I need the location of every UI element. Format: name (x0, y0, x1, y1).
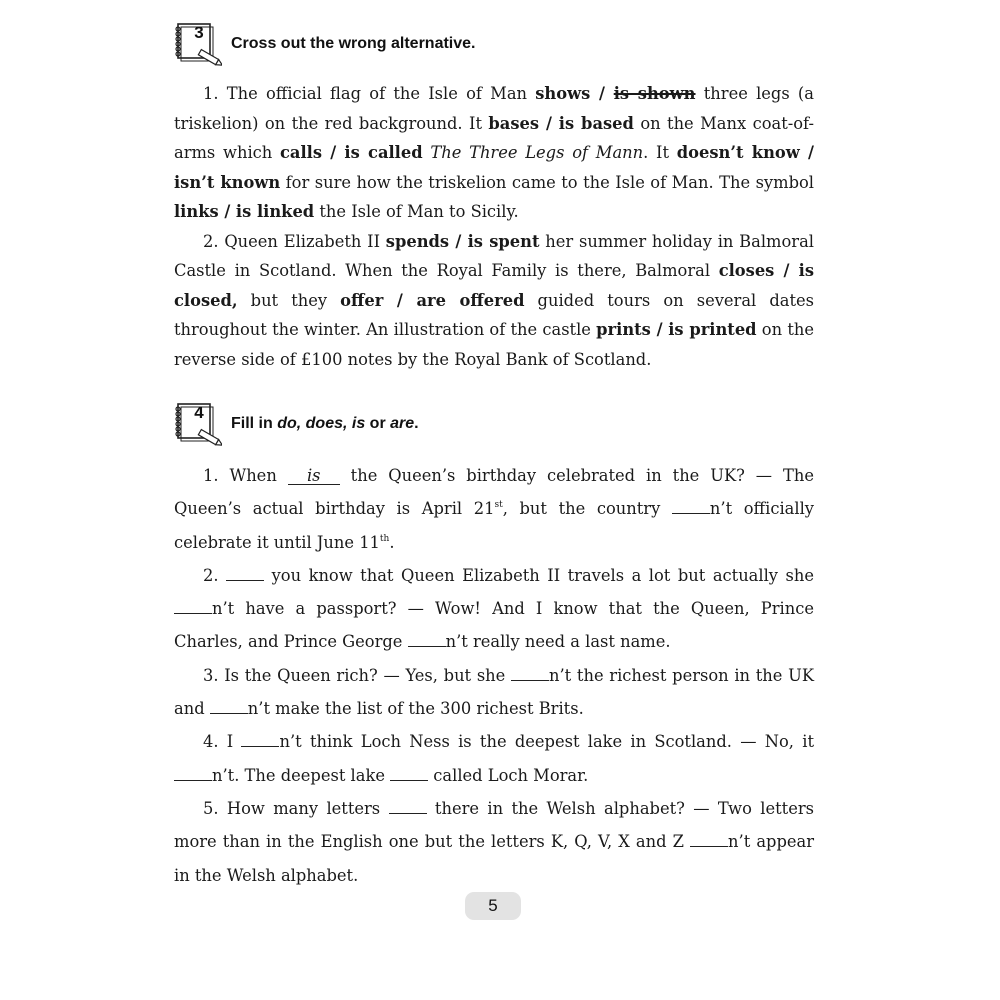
exercise-4-item-5: 5. How many letters there in the Welsh alphabet? — Two letters more than in the English one but the letters K, Q, V, X and Z n’t appear in the Welsh alphabet. (174, 798, 815, 885)
page-content (174, 18, 814, 892)
answer-blank[interactable] (174, 780, 212, 781)
answer-blank[interactable] (390, 780, 428, 781)
answer-blank[interactable]: is (288, 468, 340, 485)
exercise-3-paragraph-1: 1. The official flag of the Isle of Man shows / is shown three legs (a triskelion) on the red background. It bases / is based on the Manx coat-of-arms which calls / is called The Three Legs of Mann. It doesn’t know / isn’t known for sure how the triskelion came to the Isle of Man. The symbol links / is linked the Isle of Man to Sicily. (174, 84, 814, 221)
exercise-3-paragraph-2: 2. Queen Elizabeth II spends / is spent her summer holiday in Balmoral Castle in Scotland. When the Royal Family is there, Balmoral closes / is closed, but they offer / are offered guided tours on several dates throughout the winter. An illustration of the castle prints / is printed on the reverse side of £100 notes by the Royal Bank of Scotland. (174, 231, 814, 369)
exercise-number: 3 (194, 23, 204, 42)
exercise-4-item-1: 1. When is the Queen’s birthday celebrated in the UK? — The Queen’s actual birthday is April 21st, but the country n’t officially celebrate it until June 11th. (174, 466, 814, 552)
answer-blank[interactable] (174, 613, 212, 614)
crossed-out-alternative: is shown (613, 84, 696, 103)
answer-blank[interactable] (241, 746, 279, 747)
answer-blank[interactable] (210, 713, 248, 714)
exercise-4-item-3: 3. Is the Queen rich? — Yes, but she n’t the richest person in the UK and n’t make the list of the 300 richest Brits. (174, 665, 815, 719)
exercise-3-header (174, 18, 814, 70)
exercise-4-body (174, 459, 814, 892)
answer-blank[interactable] (672, 513, 710, 514)
exercise-3-body (174, 79, 814, 374)
exercise-4-header (174, 398, 814, 450)
answer-blank[interactable] (511, 680, 549, 681)
page-number: 5 (465, 892, 521, 920)
exercise-title: Fill in do, does, is or are. (231, 415, 419, 432)
answer-blank[interactable] (389, 813, 427, 814)
exercise-number: 4 (194, 403, 204, 422)
answer-blank[interactable] (690, 846, 728, 847)
exercise-title: Cross out the wrong alternative. (231, 35, 476, 52)
exercise-4-item-4: 4. I n’t think Loch Ness is the deepest lake in Scotland. — No, it n’t. The deepest lake called Loch Morar. (174, 725, 814, 792)
exercise-4-item-2: 2. you know that Queen Elizabeth II travels a lot but actually she n’t have a passport? — Wow! And I know that the Queen, Prince Charles, and Prince George n’t really need a last name. (174, 565, 814, 652)
answer-blank[interactable] (226, 580, 264, 581)
answer-blank[interactable] (408, 646, 446, 647)
